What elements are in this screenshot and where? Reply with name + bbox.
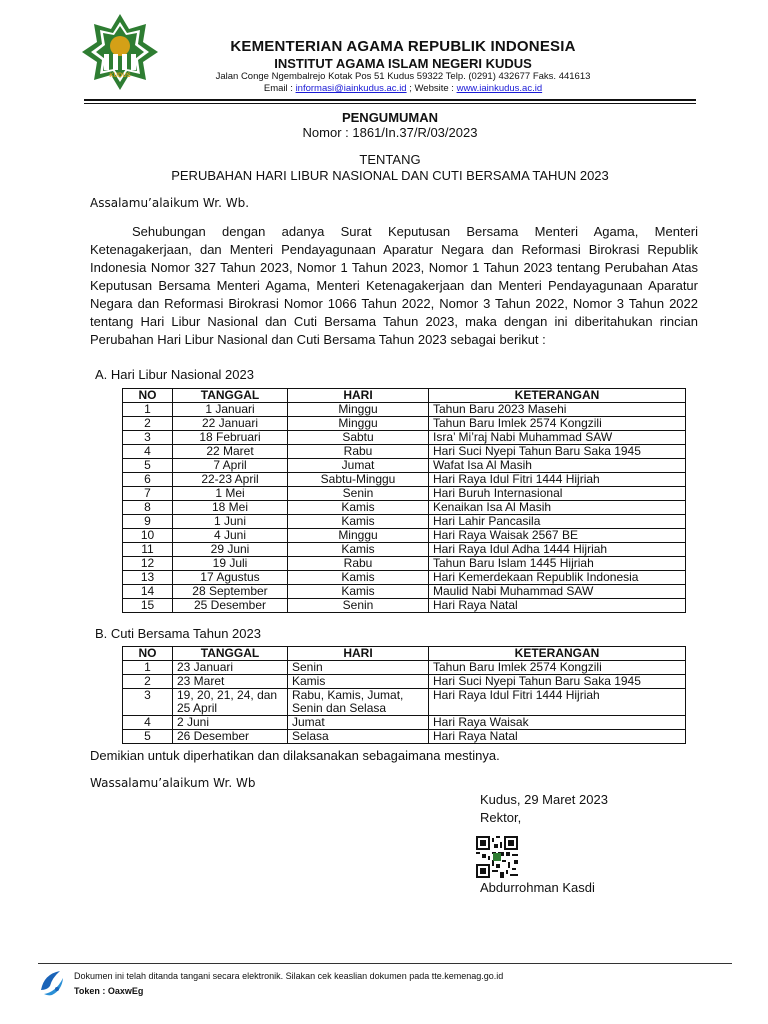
website-link[interactable]: www.iainkudus.ac.id <box>456 83 543 94</box>
leave-row <box>123 675 686 689</box>
cell-date: 17 Agustus <box>173 571 288 585</box>
cell-description: Hari Raya Idul Fitri 1444 Hijriah <box>429 473 686 487</box>
announcement-number: Nomor : 1861/In.37/R/03/2023 <box>302 125 478 140</box>
holiday-row <box>123 543 686 557</box>
closing-sentence: Demikian untuk diperhatikan dan dilaksanakan sebagaimana mestinya. <box>90 748 500 763</box>
holiday-row <box>123 403 686 417</box>
cell-description: Hari Raya Idul Adha 1444 Hijriah <box>429 543 686 557</box>
cell-day: Jumat <box>288 716 429 730</box>
cell-description: Tahun Baru Imlek 2574 Kongzili <box>429 661 686 675</box>
signatory-name: Abdurrohman Kasdi <box>480 880 595 895</box>
cell-description: Hari Buruh Internasional <box>429 487 686 501</box>
cell-description: Hari Raya Natal <box>429 599 686 613</box>
cell-no: 3 <box>123 689 173 716</box>
collective-leave-rows <box>123 661 686 744</box>
cell-description: Hari Raya Waisak <box>429 716 686 730</box>
collective-leave-table <box>122 646 686 744</box>
section-a-title: A. Hari Libur Nasional 2023 <box>95 367 254 382</box>
cell-no: 14 <box>123 585 173 599</box>
cell-description: Tahun Baru Islam 1445 Hijriah <box>429 557 686 571</box>
cell-no: 4 <box>123 716 173 730</box>
svg-text:KUDUS: KUDUS <box>109 73 131 79</box>
closing-greeting: Wassalamu’alaikum Wr. Wb <box>90 776 256 790</box>
holiday-row <box>123 431 686 445</box>
institute-name: INSTITUT AGAMA ISLAM NEGERI KUDUS <box>274 56 532 71</box>
cell-day: Rabu <box>288 445 429 459</box>
cell-day: Jumat <box>288 459 429 473</box>
cell-date: 28 September <box>173 585 288 599</box>
header-description: KETERANGAN <box>429 389 686 403</box>
header-day: HARI <box>288 389 429 403</box>
cell-no: 4 <box>123 445 173 459</box>
footer-e-signature-note: Dokumen ini telah ditanda tangani secara elektronik. Silakan cek keaslian dokumen pada tte.kemenag.go.id <box>74 971 504 981</box>
cell-no: 5 <box>123 459 173 473</box>
holiday-row <box>123 557 686 571</box>
cell-description: Hari Suci Nyepi Tahun Baru Saka 1945 <box>429 445 686 459</box>
cell-day: Rabu, Kamis, Jumat, Senin dan Selasa <box>288 689 429 716</box>
national-holiday-table <box>122 388 686 613</box>
bsre-seal-icon <box>38 968 66 998</box>
cell-description: Hari Raya Natal <box>429 730 686 744</box>
header-no: NO <box>123 647 173 661</box>
holiday-row <box>123 515 686 529</box>
contact-line <box>168 83 638 94</box>
institute-address: Jalan Conge Ngembalrejo Kotak Pos 51 Kudus 59322 Telp. (0291) 432677 Faks. 441613 <box>215 71 591 82</box>
opening-greeting: Assalamu’alaikum Wr. Wb. <box>90 196 250 210</box>
cell-no: 10 <box>123 529 173 543</box>
holiday-row <box>123 459 686 473</box>
cell-description: Isra’ Mi’raj Nabi Muhammad SAW <box>429 431 686 445</box>
cell-description: Maulid Nabi Muhammad SAW <box>429 585 686 599</box>
cell-day: Senin <box>288 487 429 501</box>
cell-date: 29 Juni <box>173 543 288 557</box>
cell-no: 1 <box>123 661 173 675</box>
header-date: TANGGAL <box>173 647 288 661</box>
table-header-row <box>123 647 686 661</box>
cell-day: Senin <box>288 661 429 675</box>
holiday-row <box>123 417 686 431</box>
holiday-row <box>123 529 686 543</box>
cell-no: 12 <box>123 557 173 571</box>
body-paragraph: Sehubungan dengan adanya Surat Keputusan Bersama Menteri Agama, Menteri Ketenagakerjaan, dan Menteri Pendayagunaan Aparatur Negara dan Reformasi Birokrasi Republik Indonesia Nomor 327 Tahun 2023, Nomor 1 Tahun 2023, Nomor 1 Tahun 2023 tentang Perubahan Atas Keputusan Bersama Menteri Agama, Menteri Ketenagakerjaan dan Menteri Pendayagunaan Aparatur Negara dan Reformasi Birokrasi Nomor 1066 Tahun 2022, Nomor 3 Tahun 2022, Nomor 3 Tahun 2022 tentang Hari Libur Nasional dan Cuti Bersama Tahun 2023, maka dengan ini diberitahukan rincian Perubahan Hari Libur Nasional dan Cuti Bersama Tahun 2023 sebagai berikut : <box>90 224 698 347</box>
leave-row <box>123 689 686 716</box>
cell-day: Kamis <box>288 675 429 689</box>
header-no: NO <box>123 389 173 403</box>
holiday-row <box>123 585 686 599</box>
holiday-row <box>123 571 686 585</box>
holiday-row <box>123 445 686 459</box>
cell-description: Hari Raya Waisak 2567 BE <box>429 529 686 543</box>
cell-date: 1 Juni <box>173 515 288 529</box>
letterhead-divider-thin <box>84 103 696 104</box>
cell-date: 26 Desember <box>173 730 288 744</box>
cell-date: 19 Juli <box>173 557 288 571</box>
cell-day: Minggu <box>288 529 429 543</box>
cell-no: 11 <box>123 543 173 557</box>
cell-no: 8 <box>123 501 173 515</box>
announcement-about: TENTANG <box>359 152 421 167</box>
cell-date: 18 Mei <box>173 501 288 515</box>
cell-day: Rabu <box>288 557 429 571</box>
cell-date: 1 Januari <box>173 403 288 417</box>
cell-day: Kamis <box>288 501 429 515</box>
cell-description: Hari Raya Idul Fitri 1444 Hijriah <box>429 689 686 716</box>
cell-day: Minggu <box>288 417 429 431</box>
cell-date: 1 Mei <box>173 487 288 501</box>
cell-date: 23 Januari <box>173 661 288 675</box>
header-date: TANGGAL <box>173 389 288 403</box>
cell-no: 2 <box>123 675 173 689</box>
leave-row <box>123 661 686 675</box>
website-label: ; Website : <box>406 83 457 94</box>
cell-day: Sabtu <box>288 431 429 445</box>
cell-date: 2 Juni <box>173 716 288 730</box>
announcement-title: PENGUMUMAN <box>341 110 439 125</box>
cell-description: Tahun Baru Imlek 2574 Kongzili <box>429 417 686 431</box>
qr-code-icon <box>476 836 518 878</box>
table-header-row <box>123 389 686 403</box>
cell-date: 22 Maret <box>173 445 288 459</box>
cell-description: Tahun Baru 2023 Masehi <box>429 403 686 417</box>
cell-no: 13 <box>123 571 173 585</box>
cell-day: Kamis <box>288 515 429 529</box>
cell-no: 15 <box>123 599 173 613</box>
cell-no: 1 <box>123 403 173 417</box>
cell-description: Hari Lahir Pancasila <box>429 515 686 529</box>
cell-description: Hari Suci Nyepi Tahun Baru Saka 1945 <box>429 675 686 689</box>
cell-day: Kamis <box>288 585 429 599</box>
cell-no: 3 <box>123 431 173 445</box>
cell-no: 2 <box>123 417 173 431</box>
cell-no: 5 <box>123 730 173 744</box>
iain-kudus-logo <box>80 12 160 92</box>
email-link[interactable]: informasi@iainkudus.ac.id <box>295 83 407 94</box>
cell-date: 22-23 April <box>173 473 288 487</box>
signature-place-date: Kudus, 29 Maret 2023 <box>480 792 608 807</box>
letterhead-divider <box>84 99 696 101</box>
cell-day: Sabtu-Minggu <box>288 473 429 487</box>
cell-date: 4 Juni <box>173 529 288 543</box>
national-holiday-rows <box>123 403 686 613</box>
cell-day: Selasa <box>288 730 429 744</box>
cell-no: 6 <box>123 473 173 487</box>
ministry-name: KEMENTERIAN AGAMA REPUBLIK INDONESIA <box>230 38 576 55</box>
cell-date: 7 April <box>173 459 288 473</box>
holiday-row <box>123 599 686 613</box>
cell-day: Kamis <box>288 571 429 585</box>
header-day: HARI <box>288 647 429 661</box>
cell-date: 19, 20, 21, 24, dan 25 April <box>173 689 288 716</box>
cell-description: Kenaikan Isa Al Masih <box>429 501 686 515</box>
header-description: KETERANGAN <box>429 647 686 661</box>
holiday-row <box>123 501 686 515</box>
cell-day: Minggu <box>288 403 429 417</box>
email-label: Email : <box>263 83 296 94</box>
cell-day: Senin <box>288 599 429 613</box>
leave-row <box>123 730 686 744</box>
holiday-row <box>123 487 686 501</box>
footer-token: Token : OaxwEg <box>74 986 144 996</box>
cell-date: 23 Maret <box>173 675 288 689</box>
cell-no: 7 <box>123 487 173 501</box>
holiday-row <box>123 473 686 487</box>
cell-date: 25 Desember <box>173 599 288 613</box>
cell-no: 9 <box>123 515 173 529</box>
cell-description: Hari Kemerdekaan Republik Indonesia <box>429 571 686 585</box>
cell-day: Kamis <box>288 543 429 557</box>
cell-date: 18 Februari <box>173 431 288 445</box>
signature-role: Rektor, <box>480 810 522 825</box>
announcement-subject: PERUBAHAN HARI LIBUR NASIONAL DAN CUTI BERSAMA TAHUN 2023 <box>171 168 609 183</box>
cell-date: 22 Januari <box>173 417 288 431</box>
footer-divider <box>38 963 732 964</box>
cell-description: Wafat Isa Al Masih <box>429 459 686 473</box>
leave-row <box>123 716 686 730</box>
section-b-title: B. Cuti Bersama Tahun 2023 <box>95 626 261 641</box>
